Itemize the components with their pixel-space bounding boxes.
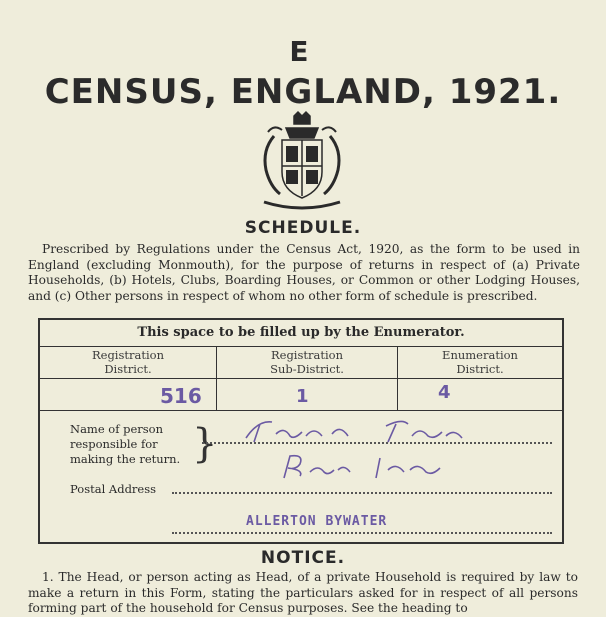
intro-paragraph: Prescribed by Regulations under the Census Act, 1920, as the form to be used in England (excluding Monmouth), for the purpose of returns in respect of (a) Private Households, (b) Hotels, Clubs, Boarding Houses, or Common or other Lodging Houses, and (c) Other persons in respect of whom no other form of schedule is prescribed. <box>28 242 580 303</box>
responsible-person-label: Name of person responsible for making the return. <box>70 422 181 466</box>
page-title: CENSUS, ENGLAND, 1921. <box>44 72 562 112</box>
row-divider <box>40 378 562 379</box>
enumeration-district-value: 4 <box>438 382 451 403</box>
registration-sub-district-value: 1 <box>296 386 309 407</box>
notice-paragraph: 1. The Head, or person acting as Head, of a private Household is required by law to make a return in this Form, stating the particulars asked for in respect of all persons forming part of the household for Census purposes. See the heading to <box>28 570 578 616</box>
responsible-person-line <box>202 442 552 444</box>
handwritten-address-line <box>270 452 470 482</box>
royal-coat-of-arms-icon <box>252 110 352 218</box>
registration-district-label: Registration District. <box>91 348 164 376</box>
form-letter: E <box>289 35 311 68</box>
registration-sub-district-label: Registration Sub-District. <box>270 348 344 376</box>
postal-address-label: Postal Address <box>70 482 157 496</box>
enumeration-district-label: Enumeration District. <box>442 348 518 376</box>
row-divider <box>40 410 562 411</box>
postal-address-line-1 <box>172 492 552 494</box>
postal-address-line-2 <box>172 532 552 534</box>
notice-heading: NOTICE. <box>260 548 346 568</box>
registration-district-value: 516 <box>160 384 202 408</box>
enumerator-box <box>38 318 564 544</box>
schedule-heading: SCHEDULE. <box>244 218 362 238</box>
enumerator-box-heading: This space to be filled up by the Enumerator. <box>40 320 562 347</box>
postal-address-stamp: ALLERTON BYWATER <box>246 514 388 529</box>
brace-icon: } <box>192 421 218 467</box>
